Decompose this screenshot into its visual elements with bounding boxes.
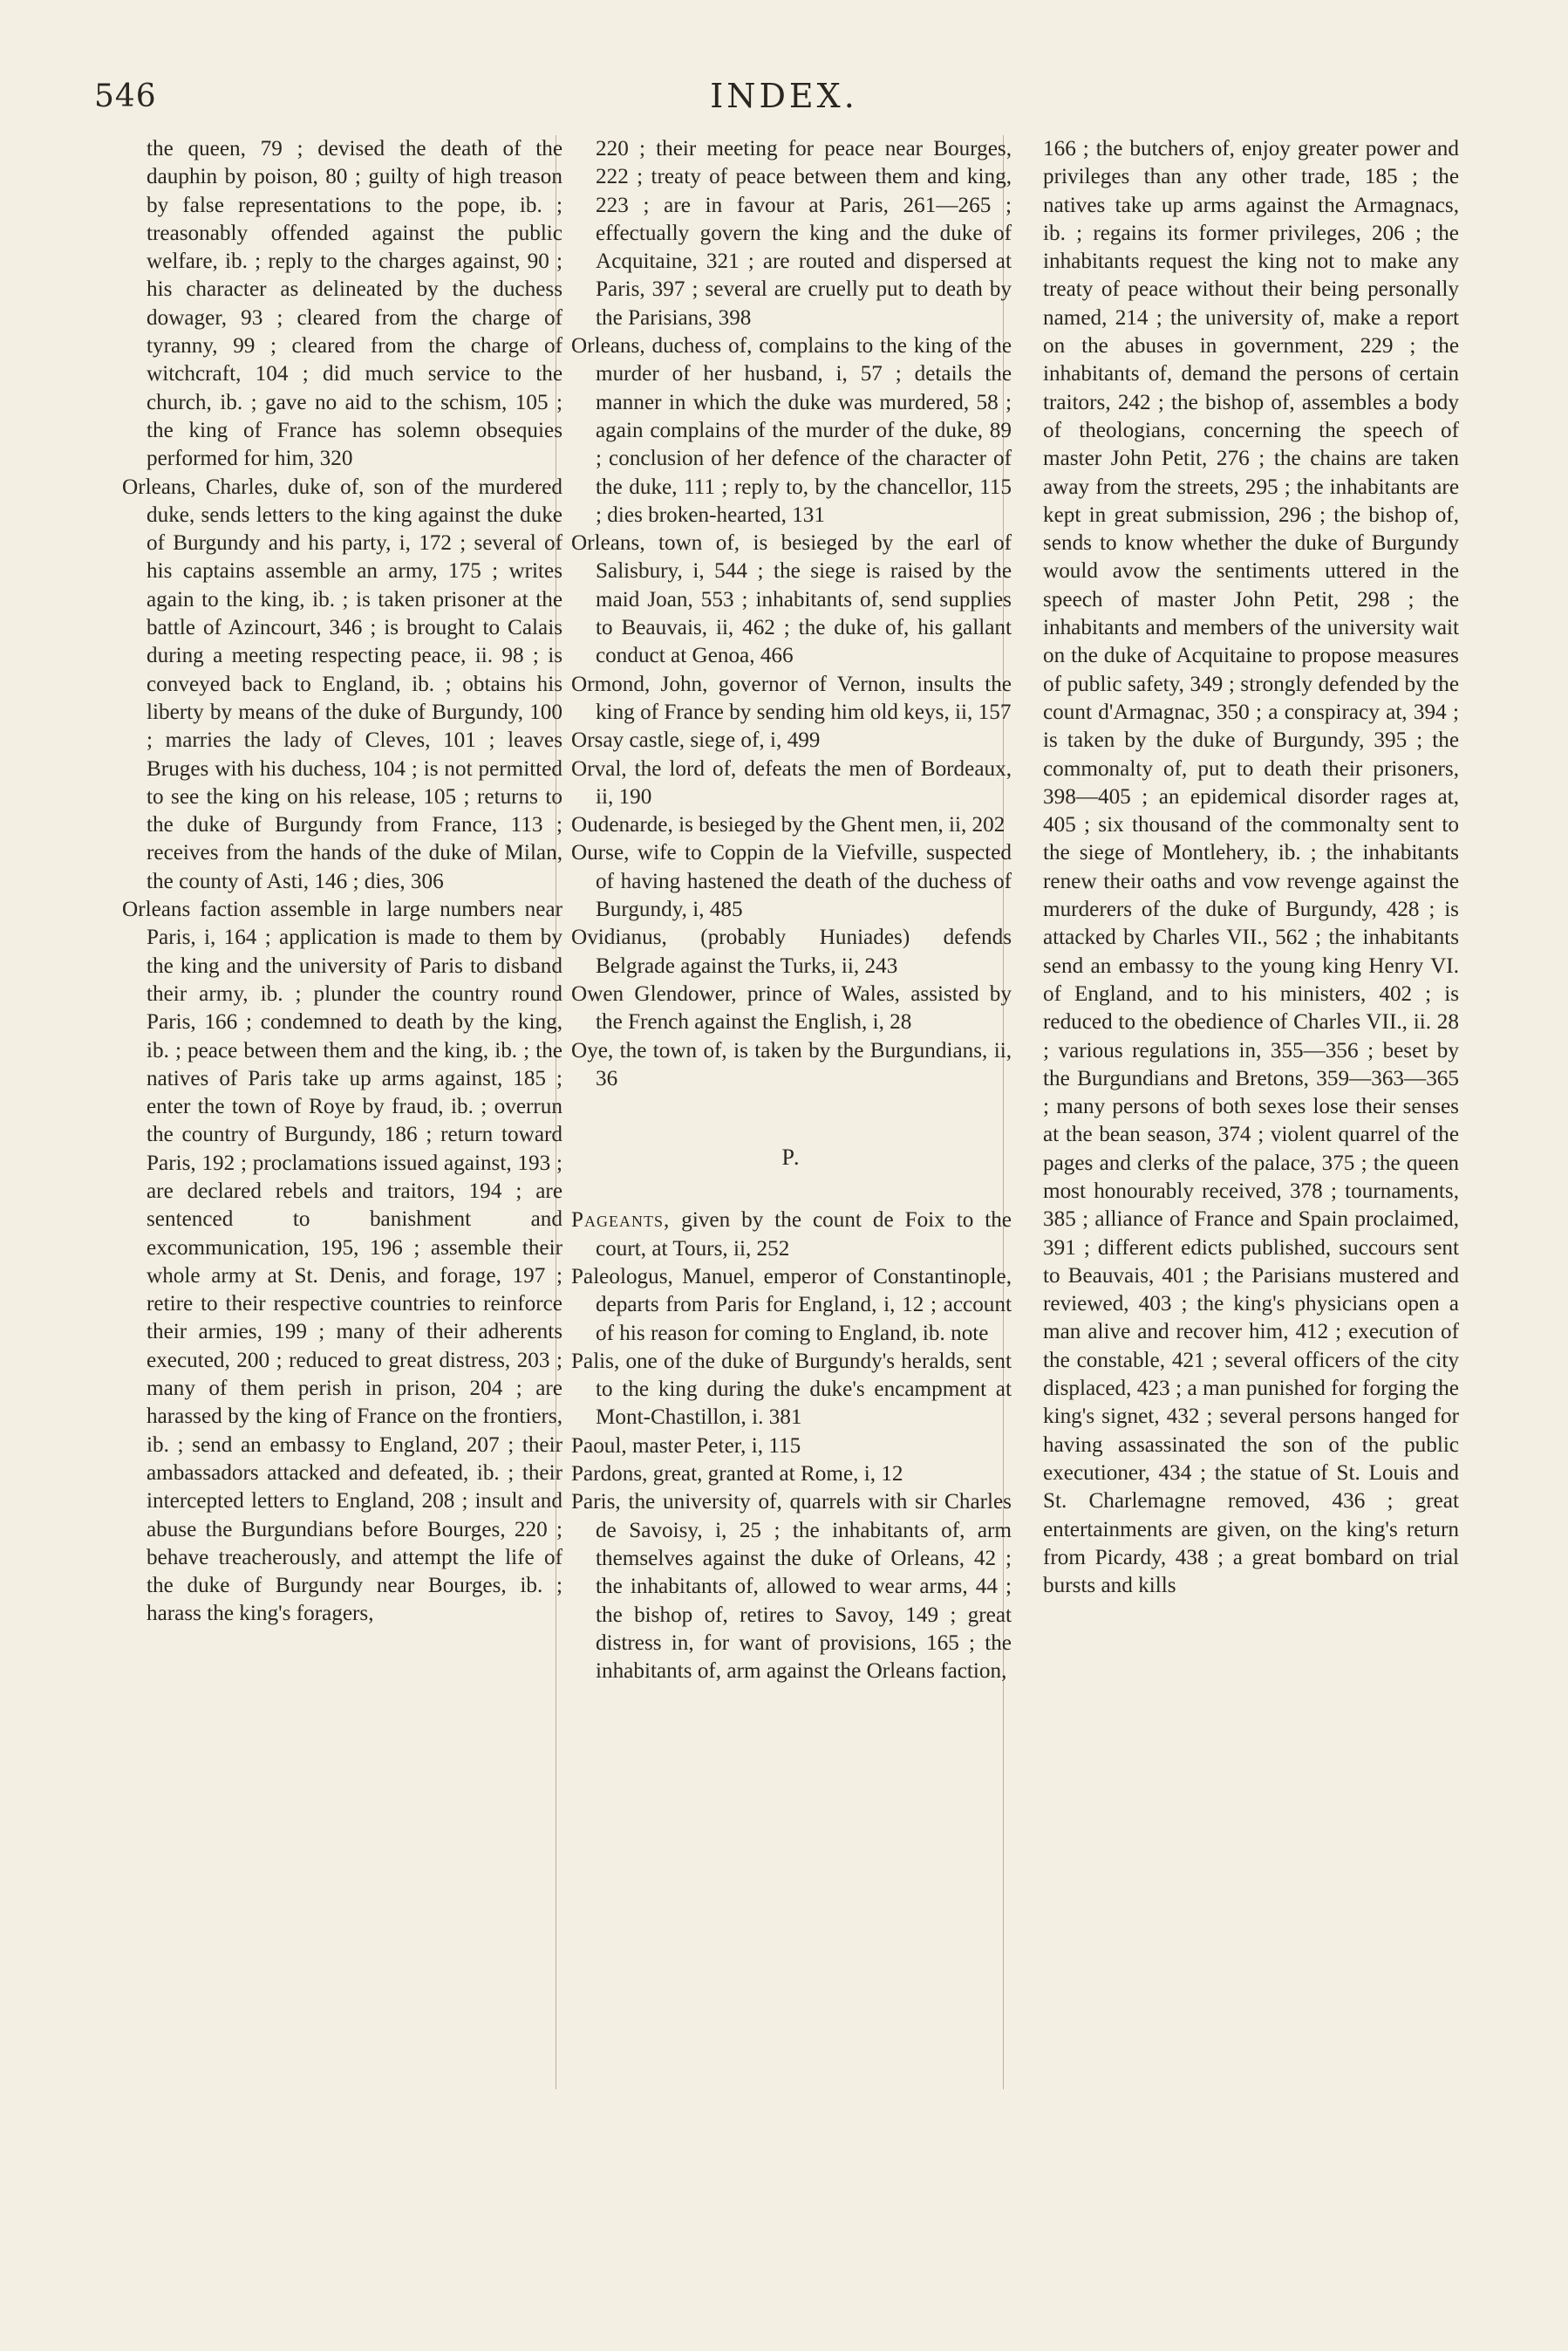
- running-title: INDEX.: [710, 77, 858, 115]
- index-entry: Oudenarde, is besieged by the Ghent men, ii, 202: [571, 813, 1006, 837]
- index-entry: Paoul, master Peter, i, 115: [571, 1433, 801, 1458]
- index-entry: the queen, 79 ; devised the death of the dauphin by poison, 80 ; guilty of high treason by false representations to the pope, ib. ; treasonably offended against the public welfare, ib. ; reply to the charges against, 90 ; his character as delineated by the duchess dowager, 93 ; cleared from the charge of tyranny, 99 ; cleared from the charge of witchcraft, 104 ; did much service to the church, ib. ; gave no aid to the schism, 105 ; the king of France has solemn obsequies performed for him, 320: [147, 137, 562, 471]
- index-column-2: [571, 135, 1012, 1685]
- index-entry: Paris, the university of, quarrels with sir Charles de Savoisy, i, 25 ; the inhabitants of, arm themselves against the duke of Orleans, 42 ; the inhabitants of, allowed to wear arms, 44 ; the bishop of, retires to Savoy, 149 ; great distress in, for want of provisions, 165 ; the inhabitants of, arm against the Orleans faction,: [571, 1490, 1012, 1684]
- index-column-3: [1019, 135, 1459, 1600]
- index-entry: Ormond, John, governor of Vernon, insults the king of France by sending him old keys, ii, 157: [571, 672, 1012, 724]
- index-entry: 220 ; their meeting for peace near Bourges, 222 ; treaty of peace between them and king, 223 ; are in favour at Paris, 261—265 ; effectually govern the king and the duke of Acquitaine, 321 ; are routed and dispersed at Paris, 397 ; several are cruelly put to death by the Parisians, 398: [596, 137, 1012, 330]
- index-entry: Pardons, great, granted at Rome, i, 12: [571, 1462, 903, 1486]
- index-entry: Oye, the town of, is taken by the Burgundians, ii, 36: [571, 1038, 1012, 1090]
- index-entry: Owen Glendower, prince of Wales, assisted by the French against the English, i, 28: [571, 981, 1012, 1035]
- index-entry: Ovidianus, (probably Huniades) defends Belgrade against the Turks, ii, 243: [571, 926, 1012, 978]
- index-entry: [571, 1206, 1012, 1263]
- index-entry: Palis, one of the duke of Burgundy's heralds, sent to the king during the duke's encampment at Mont-Chastillon, i. 381: [571, 1349, 1012, 1430]
- index-entry: Ourse, wife to Coppin de la Viefville, suspected of having hastened the death of the duchess of Burgundy, i, 485: [571, 841, 1012, 922]
- index-entry: 166 ; the butchers of, enjoy greater power and privileges than any other trade, 185 ; the natives take up arms against the Armagnacs, ib. ; regains its former privileges, 206 ; the inhabitants request the king not to make any treaty of peace without their being personally named, 214 ; the university of, make a report on the abuses in government, 229 ; the inhabitants of, demand the persons of certain traitors, 242 ; the bishop of, assembles a body of theologians, concerning the speech of master John Petit, 276 ; the chains are taken away from the streets, 295 ; the inhabitants are kept in great submission, 296 ; the bishop of, sends to know whether the duke of Burgundy would avow the sentiments uttered in the speech of master John Petit, 298 ; the inhabitants and members of the university wait on the duke of Acquitaine to propose measures of public safety, 349 ; strongly defended by the count d'Armagnac, 350 ; a conspiracy at, 394 ; is taken by the duke of Burgundy, 395 ; the commonalty of, put to death their prisoners, 398—405 ; an epidemical disorder rages at, 405 ; six thousand of the commonalty sent to the siege of Montlehery, ib. ; the inhabitants renew their oaths and vow revenge against the murderers of the duke of Burgundy, 428 ; is attacked by Charles VII., 562 ; the inhabitants send an embassy to the young king Henry VI. of England, and to his ministers, 402 ; is reduced to the obedience of Charles VII., ii. 28 ; various regulations in, 355—356 ; beset by the Burgundians and Bretons, 359—363—365 ; many persons of both sexes lose their senses at the bean season, 374 ; violent quarrel of the pages and clerks of the palace, 375 ; the queen most honourably received, 378 ; tournaments, 385 ; alliance of France and Spain proclaimed, 391 ; different edicts published, succours sent to Beauvais, 401 ; the Parisians mustered and reviewed, 403 ; the king's physicians open a man alive and recover him, 412 ; execution of the constable, 421 ; several officers of the city displaced, 423 ; a man punished for forging the king's signet, 432 ; several persons hanged for having assassinated the son of the public executioner, 434 ; the statue of St. Louis and St. Charlemagne removed, 436 ; great entertainments are given, on the king's return from Picardy, 438 ; a great bombard on trial bursts and kills: [1043, 137, 1459, 1598]
- page-header: [0, 70, 1568, 122]
- index-entry: Orleans, Charles, duke of, son of the murdered duke, sends letters to the king against the duke of Burgundy and his party, i, 172 ; several of his captains assemble an army, 175 ; writes again to the king, ib. ; is taken prisoner at the battle of Azincourt, 346 ; is brought to Calais during a meeting respecting peace, ii. 98 ; is conveyed back to England, ib. ; obtains his liberty by means of the duke of Burgundy, 100 ; marries the lady of Cleves, 101 ; leaves Bruges with his duchess, 104 ; is not permitted to see the king on his release, 105 ; returns to the duke of Burgundy from France, 113 ; receives from the hands of the duke of Milan, the county of Asti, 146 ; dies, 306: [122, 475, 562, 893]
- index-entry: Orsay castle, siege of, i, 499: [571, 728, 821, 753]
- index-entry: Orleans faction assemble in large numbers near Paris, i, 164 ; application is made to them by the king and the university of Paris to disband their army, ib. ; plunder the country round Paris, 166 ; condemned to death by the king, ib. ; peace between them and the king, ib. ; the natives of Paris take up arms against, 185 ; enter the town of Roye by fraud, ib. ; overrun the country of Burgundy, 186 ; return toward Paris, 192 ; proclamations issued against, 193 ; are declared rebels and traitors, 194 ; are sentenced to banishment and excommunication, 195, 196 ; assemble their whole army at St. Denis, and forage, 197 ; retire to their respective countries to reinforce their armies, 199 ; many of their adherents executed, 200 ; reduced to great distress, 203 ; many of them perish in prison, 204 ; are harassed by the king of France on the frontiers, ib. ; send an embassy to England, 207 ; their ambassadors attacked and defeated, ib. ; their intercepted letters to England, 208 ; insult and abuse the Burgundians before Bourges, 220 ; behave treacherously, and attempt the life of the duke of Burgundy near Bourges, ib. ; harass the king's foragers,: [122, 898, 562, 1626]
- section-letter-heading: P.: [781, 1145, 801, 1171]
- index-entry: Orleans, duchess of, complains to the king of the murder of her husband, i, 57 ; details the manner in which the duke was murdered, 58 ; again complains of the murder of the duke, 89 ; conclusion of her defence of the character of the duke, 111 ; reply to, by the chancellor, 115 ; dies broken-hearted, 131: [571, 334, 1012, 527]
- index-entry: Orval, the lord of, defeats the men of Bordeaux, ii, 190: [571, 756, 1012, 809]
- index-entry: Paleologus, Manuel, emperor of Constantinople, departs from Paris for England, i, 12 ; account of his reason for coming to England, ib. note: [571, 1264, 1012, 1345]
- entry-text: given by the count de Foix to the court, at Tours, ii, 252: [596, 1208, 1012, 1261]
- index-entry: Orleans, town of, is besieged by the earl of Salisbury, i, 544 ; the siege is raised by the maid Joan, 553 ; inhabitants of, send supplies to Beauvais, ii, 462 ; the duke of, his gallant conduct at Genoa, 466: [571, 531, 1012, 668]
- entry-headword: Pageants,: [571, 1208, 671, 1233]
- index-column-1: [122, 135, 562, 1629]
- page-number: 546: [94, 79, 157, 114]
